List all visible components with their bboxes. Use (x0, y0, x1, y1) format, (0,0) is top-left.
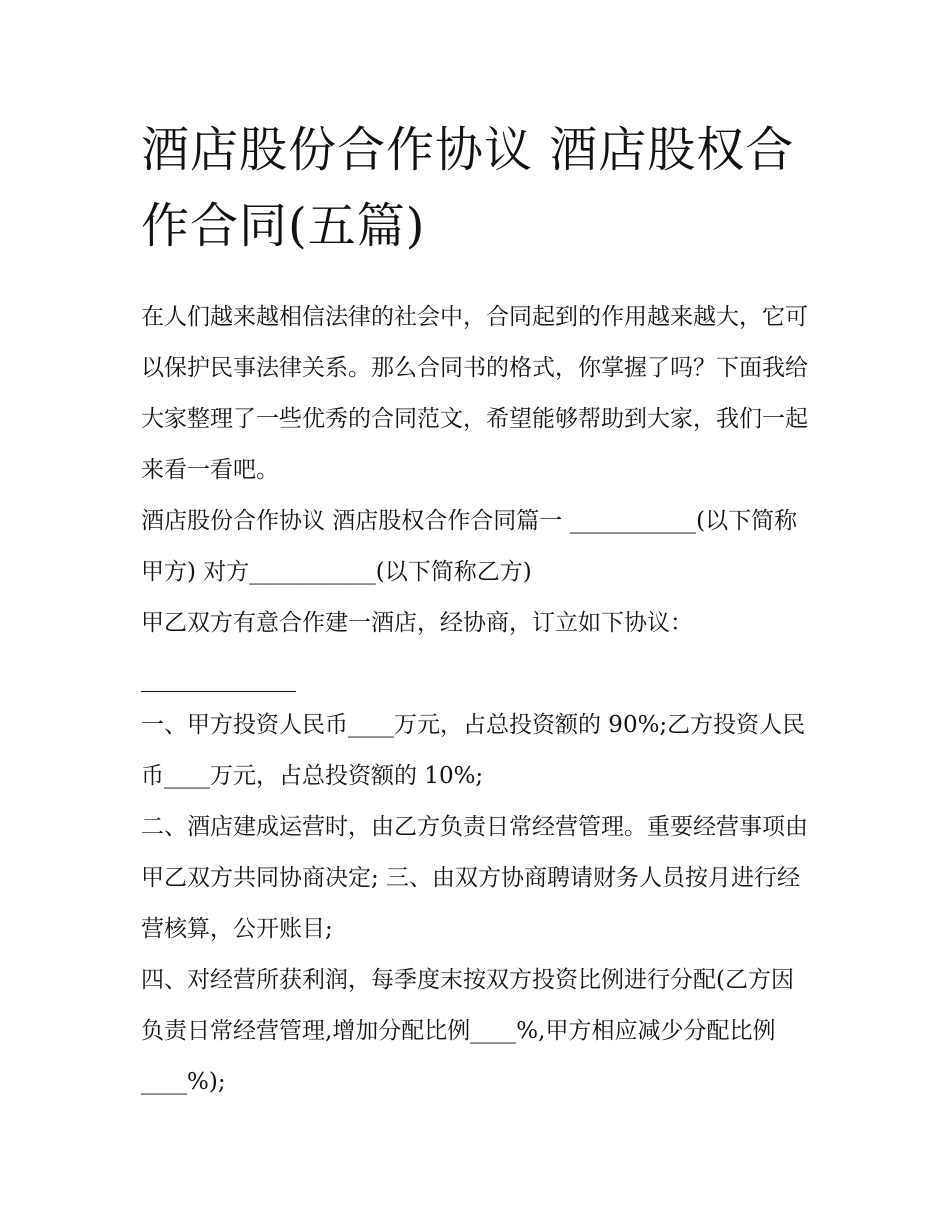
blank-line-rule (141, 691, 296, 692)
clause-1-paragraph: 一、甲方投资人民币____万元，占总投资额的 90%;乙方投资人民币____万元，占总投资额的 10%; (141, 712, 806, 789)
agreement-intro-paragraph: 甲乙双方有意合作建一酒店，经协商，订立如下协议： (141, 610, 693, 636)
clause-4-paragraph: 四、对经营所获利润，每季度末按双方投资比例进行分配(乙方因负责日常经营管理,增加分配比例____%,甲方相应减少分配比例____%); (141, 967, 794, 1095)
document-body (141, 292, 813, 1108)
contract-parties-paragraph: 酒店股份合作协议 酒店股权合作合同篇一 ___________(以下简称甲方) 对方___________(以下简称乙方) (141, 508, 798, 585)
intro-paragraph: 在人们越来越相信法律的社会中，合同起到的作用越来越大，它可以保护民事法律关系。那么合同书的格式，你掌握了吗？下面我给大家整理了一些优秀的合同范文，希望能够帮助到大家，我们一起来看一看吧。 (141, 304, 808, 483)
document-title: 酒店股份合作协议 酒店股权合作合同(五篇) (141, 122, 795, 254)
document-content (141, 112, 813, 1108)
clause-2-3-paragraph: 二、酒店建成运营时，由乙方负责日常经营管理。重要经营事项由甲乙双方共同协商决定; 三、由双方协商聘请财务人员按月进行经营核算，公开账目; (141, 814, 808, 942)
